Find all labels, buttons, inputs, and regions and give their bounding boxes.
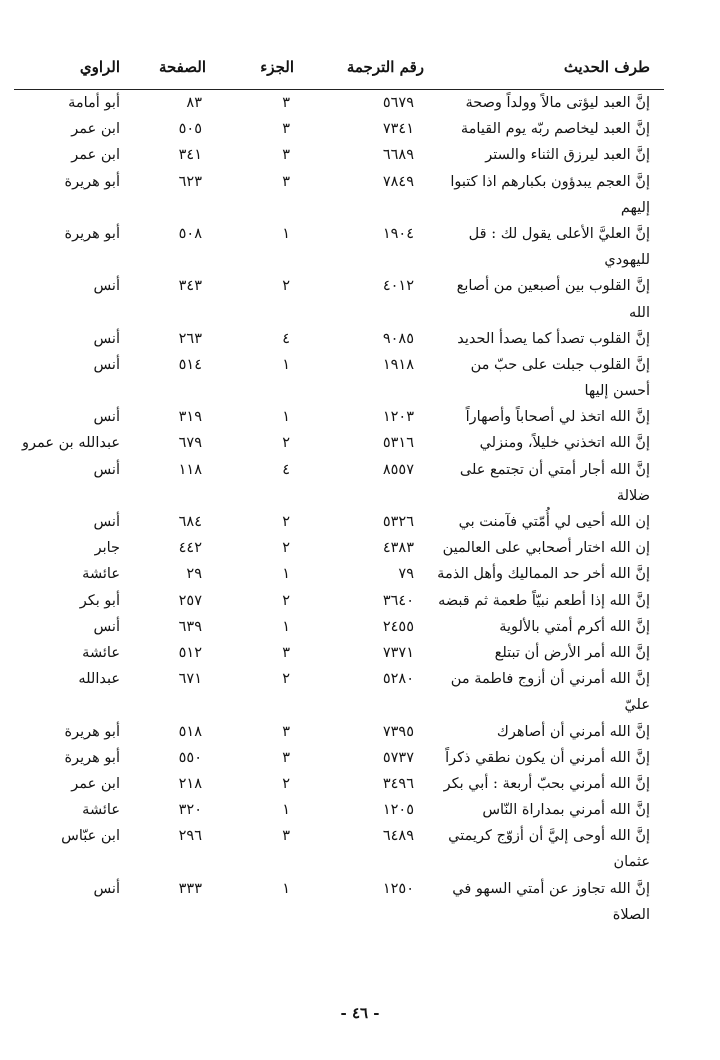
- hadith-title-continued: لليهودي: [604, 252, 650, 269]
- tarjama-number: ٧٣٩٥: [382, 723, 414, 740]
- hadith-title: إنَّ العبد ليخاصم ربّه يوم القيامة: [460, 121, 650, 138]
- hadith-title: إنَّ القلوب جبلت على حبّ من: [470, 356, 650, 373]
- table-row-continuation: [0, 249, 720, 275]
- tarjama-number: ٣٦٤٠: [382, 592, 414, 609]
- tarjama-number: ٧٩: [398, 566, 414, 583]
- page-number-cell: ٢٥٧: [178, 592, 202, 609]
- tarjama-number: ٧٨٤٩: [382, 173, 414, 190]
- tarjama-number: ١٢٠٥: [382, 802, 414, 819]
- table-row-continuation: [0, 904, 720, 930]
- juz-number: ٣: [282, 723, 290, 740]
- narrator-name: أنس: [93, 514, 120, 530]
- hadith-title: إنَّ الله أجار أمتي أن تجتمع على: [459, 461, 650, 478]
- table-row: [0, 773, 720, 799]
- tarjama-number: ٥٦٧٩: [382, 95, 414, 111]
- header-page: الصفحة: [158, 58, 206, 76]
- juz-number: ٢: [282, 540, 290, 557]
- page-number-cell: ٥١٨: [178, 723, 202, 740]
- tarjama-number: ٥٣٢٦: [382, 514, 414, 530]
- page-number-cell: ٥٠٨: [178, 225, 202, 242]
- page-number-cell: ٦٧١: [178, 671, 202, 688]
- page-number-cell: ٨٣: [186, 95, 202, 111]
- hadith-title: إنَّ الله أكرم أمتي بالألوية: [499, 618, 650, 635]
- hadith-title: إنَّ الله تجاوز عن أمتي السهو في: [452, 880, 650, 897]
- page-number-cell: ٢٩٦: [178, 828, 202, 845]
- tarjama-number: ١٩١٨: [382, 356, 414, 373]
- page-number-cell: ١١٨: [178, 461, 202, 478]
- narrator-name: أبو هريرة: [64, 723, 120, 740]
- narrator-name: أنس: [93, 461, 120, 478]
- narrator-name: ابن عبّاس: [61, 828, 120, 845]
- hadith-title: إنَّ الله اتخذني خليلاً، ومنزلي: [479, 435, 650, 452]
- header-hadith-title: طرف الحديث: [563, 58, 650, 76]
- hadith-title-continued: عثمان: [613, 854, 650, 871]
- tarjama-number: ١٢٠٣: [382, 409, 414, 426]
- juz-number: ٢: [282, 775, 290, 792]
- tarjama-number: ٥٢٨٠: [382, 671, 414, 688]
- juz-number: ٢: [282, 592, 290, 609]
- table-row: [0, 642, 720, 668]
- hadith-title: إنَّ العجم يبدؤون بكبارهم اذا كتبوا: [450, 173, 650, 190]
- table-row: [0, 275, 720, 301]
- narrator-name: عبدالله: [78, 671, 120, 688]
- table-row-continuation: [0, 485, 720, 511]
- hadith-title-continued: أحسن إليها: [584, 383, 650, 400]
- hadith-title: إنَّ القلوب بين أصبعين من أصابع: [456, 278, 650, 295]
- page-number-cell: ٥٠٥: [178, 121, 202, 138]
- tarjama-number: ٩٠٨٥: [382, 330, 414, 347]
- table-row-continuation: [0, 380, 720, 406]
- hadith-title: إنَّ الله أمر الأرض أن تبتلع: [494, 644, 650, 661]
- page-number-cell: ٢١٨: [178, 775, 202, 792]
- hadith-title-continued: الله: [628, 304, 650, 321]
- narrator-name: أبو أمامة: [68, 95, 120, 111]
- table-row-continuation: [0, 302, 720, 328]
- narrator-name: عائشة: [82, 644, 120, 661]
- table-row: [0, 328, 720, 354]
- page-number-cell: ٣٣٣: [178, 880, 202, 897]
- header-divider: [14, 89, 664, 90]
- juz-number: ٣: [282, 121, 290, 138]
- table-header: [0, 54, 720, 88]
- tarjama-number: ٨٥٥٧: [382, 461, 414, 478]
- hadith-title: إنَّ العليَّ الأعلى يقول لك : قل: [468, 225, 650, 242]
- table-row: [0, 223, 720, 249]
- page-number-cell: ٣٤٣: [178, 278, 202, 295]
- juz-number: ٢: [282, 435, 290, 452]
- page-number-cell: ٦٢٣: [178, 173, 202, 190]
- tarjama-number: ٤٠١٢: [382, 278, 414, 295]
- page-number-cell: ٥١٤: [178, 356, 202, 373]
- table-row: [0, 92, 720, 118]
- table-row: [0, 354, 720, 380]
- table-row: [0, 721, 720, 747]
- table-row: [0, 616, 720, 642]
- juz-number: ٣: [282, 95, 290, 111]
- narrator-name: أنس: [93, 880, 120, 897]
- narrator-name: ابن عمر: [71, 121, 120, 138]
- narrator-name: أبو بكر: [79, 592, 120, 609]
- page-number-cell: ٦٧٩: [178, 435, 202, 452]
- page-number-cell: ٦٨٤: [178, 514, 202, 530]
- hadith-index-table: [0, 92, 720, 930]
- narrator-name: ابن عمر: [71, 775, 120, 792]
- page-number-cell: ٣١٩: [178, 409, 202, 426]
- table-row: [0, 511, 720, 537]
- hadith-title: إنَّ الله أمرني أن أصاهرك: [496, 723, 650, 740]
- hadith-title: إنَّ الله أوحى إليَّ أن أزوّج كريمتي: [448, 828, 650, 845]
- tarjama-number: ١٩٠٤: [382, 225, 414, 242]
- narrator-name: أبو هريرة: [64, 173, 120, 190]
- narrator-name: عائشة: [82, 802, 120, 819]
- table-row: [0, 406, 720, 432]
- narrator-name: أنس: [93, 278, 120, 295]
- table-row: [0, 171, 720, 197]
- table-row: [0, 590, 720, 616]
- juz-number: ١: [282, 409, 290, 426]
- narrator-name: جابر: [94, 540, 120, 557]
- page-number-cell: ٣٢٠: [178, 802, 202, 819]
- page-number-cell: ٦٣٩: [178, 618, 202, 635]
- juz-number: ١: [282, 880, 290, 897]
- juz-number: ٤: [282, 330, 290, 347]
- hadith-title: إنَّ الله إذا أطعم نبيّاً طعمة ثم قبضه: [438, 592, 650, 609]
- page-number-cell: ٢٦٣: [178, 330, 202, 347]
- narrator-name: أبو هريرة: [64, 225, 120, 242]
- hadith-title: إنَّ الله أمرني بحبّ أربعة : أبي بكر: [443, 775, 650, 792]
- tarjama-number: ٥٧٣٧: [382, 749, 414, 766]
- hadith-title: إنَّ الله أخر حد المماليك وأهل الذمة: [437, 566, 650, 583]
- juz-number: ٣: [282, 749, 290, 766]
- tarjama-number: ٤٣٨٣: [382, 540, 414, 557]
- juz-number: ٤: [282, 461, 290, 478]
- hadith-title: إنَّ العبد ليرزق الثناء والستر: [485, 147, 650, 164]
- hadith-title: إنَّ الله اتخذ لي أصحاباً وأصهاراً: [465, 409, 650, 426]
- juz-number: ١: [282, 802, 290, 819]
- table-row: [0, 668, 720, 694]
- narrator-name: أنس: [93, 356, 120, 373]
- page-number-cell: ٥٥٠: [178, 749, 202, 766]
- table-row: [0, 537, 720, 563]
- juz-number: ٢: [282, 278, 290, 295]
- hadith-title: إنَّ الله أمرني أن يكون نطقي ذكراً: [445, 749, 650, 766]
- table-row-continuation: [0, 851, 720, 877]
- page-number: - ٤٦ -: [340, 1004, 380, 1022]
- table-row: [0, 878, 720, 904]
- table-row: [0, 799, 720, 825]
- table-row: [0, 825, 720, 851]
- hadith-title-continued: ضلالة: [616, 487, 650, 504]
- juz-number: ٢: [282, 514, 290, 530]
- hadith-title: إنَّ الله أمرني أن أزوج فاطمة من: [450, 671, 650, 688]
- juz-number: ٣: [282, 147, 290, 164]
- hadith-title: إنَّ القلوب تصدأ كما يصدأ الحديد: [457, 330, 650, 347]
- page-number-cell: ٣٤١: [178, 147, 202, 164]
- header-narrator: الراوي: [79, 58, 120, 76]
- juz-number: ١: [282, 566, 290, 583]
- narrator-name: عبدالله بن عمرو: [22, 435, 120, 452]
- tarjama-number: ٧٣٤١: [382, 121, 414, 138]
- tarjama-number: ٦٤٨٩: [382, 828, 414, 845]
- table-row: [0, 747, 720, 773]
- hadith-title: إنَّ العبد ليؤتى مالاً وولداً وصحة: [465, 95, 650, 111]
- hadith-title-continued: إليهم: [620, 199, 650, 216]
- juz-number: ٣: [282, 644, 290, 661]
- page-number-cell: ٤٤٢: [178, 540, 202, 557]
- juz-number: ٣: [282, 173, 290, 190]
- hadith-title: إن الله اختار أصحابي على العالمين: [442, 540, 650, 557]
- hadith-title-continued: عليّ: [624, 697, 650, 714]
- narrator-name: ابن عمر: [71, 147, 120, 164]
- hadith-title: إنَّ الله أمرني بمداراة النّاس: [482, 802, 650, 819]
- page-number-cell: ٢٩: [186, 566, 202, 583]
- header-juz: الجزء: [260, 58, 294, 76]
- juz-number: ١: [282, 356, 290, 373]
- table-row: [0, 118, 720, 144]
- table-row: [0, 563, 720, 589]
- hadith-title-continued: الصلاة: [612, 906, 650, 923]
- table-row: [0, 459, 720, 485]
- narrator-name: أنس: [93, 409, 120, 426]
- table-row: [0, 144, 720, 170]
- header-tarjama-number: رقم الترجمة: [346, 58, 424, 76]
- table-row-continuation: [0, 197, 720, 223]
- tarjama-number: ٣٤٩٦: [382, 775, 414, 792]
- narrator-name: أبو هريرة: [64, 749, 120, 766]
- tarjama-number: ٥٣١٦: [382, 435, 414, 452]
- tarjama-number: ١٢٥٠: [382, 880, 414, 897]
- table-row-continuation: [0, 694, 720, 720]
- tarjama-number: ٧٣٧١: [382, 644, 414, 661]
- page-number-cell: ٥١٢: [178, 644, 202, 661]
- juz-number: ١: [282, 225, 290, 242]
- tarjama-number: ٢٤٥٥: [382, 618, 414, 635]
- tarjama-number: ٦٦٨٩: [382, 147, 414, 164]
- narrator-name: أنس: [93, 330, 120, 347]
- narrator-name: عائشة: [82, 566, 120, 583]
- hadith-title: إن الله أحيى لي أُمّتي فآمنت بي: [458, 514, 650, 530]
- juz-number: ٣: [282, 828, 290, 845]
- juz-number: ٢: [282, 671, 290, 688]
- narrator-name: أنس: [93, 618, 120, 635]
- juz-number: ١: [282, 618, 290, 635]
- table-row: [0, 432, 720, 458]
